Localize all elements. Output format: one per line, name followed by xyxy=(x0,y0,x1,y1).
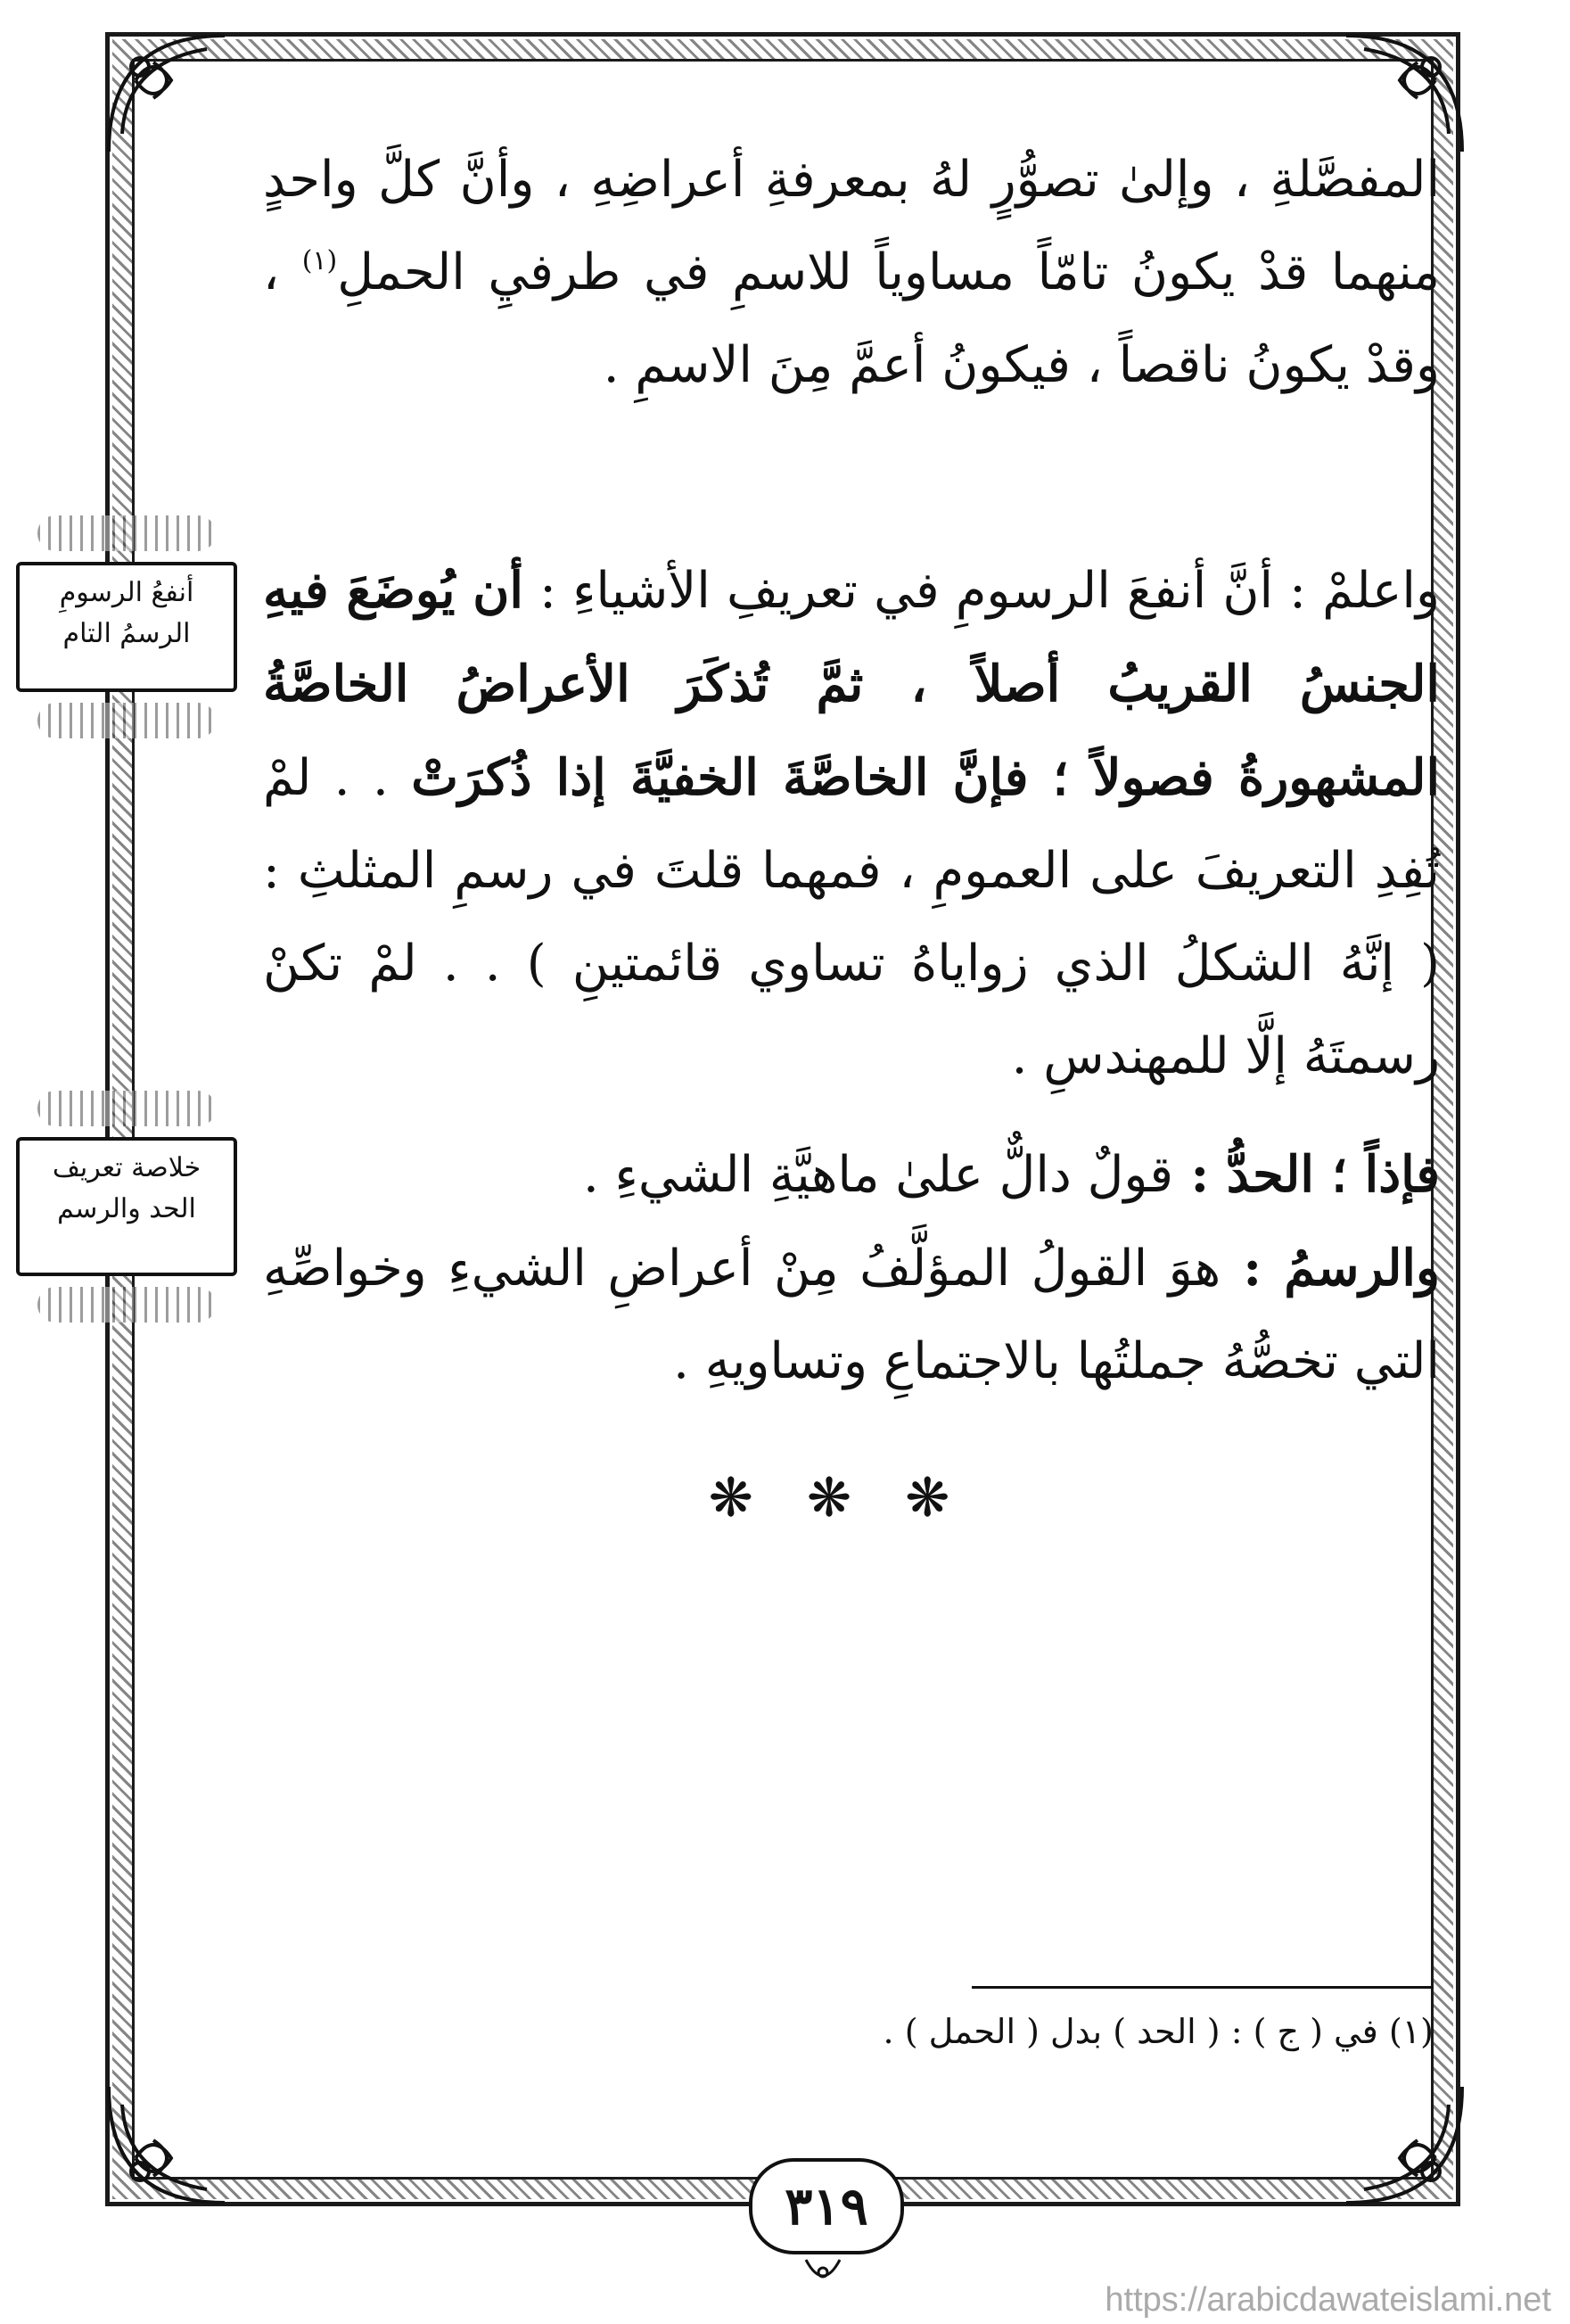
footnote-divider xyxy=(972,1986,1434,1989)
margin-note-2 xyxy=(16,1137,237,1276)
definition-hadd-term: فإذاً ؛ الحدُّ : xyxy=(1173,1145,1440,1204)
definition-rasm-text: هوَ القولُ المؤلَّفُ مِنْ أعراضِ الشيءِ وخواصِّهِ التي تخصُّهُ جملتُها بالاجتماعِ وتساويهِ . xyxy=(263,1240,1440,1390)
paragraph-2 xyxy=(263,544,1440,1103)
star-ornament-icon: ❋ xyxy=(806,1467,852,1529)
paragraph-1-text: المفصَّلةِ ، وإلىٰ تصوُّرٍ لهُ بمعرفةِ أعراضِهِ ، وأنَّ كلَّ واحدٍ منهما قدْ يكونُ تامّاً مساوياً للاسمِ في طرفيِ الحملِ xyxy=(263,151,1441,301)
definition-hadd xyxy=(263,1128,1440,1222)
watermark-url: https://arabicdawateislami.net xyxy=(1105,2281,1551,2319)
page-number-ornament-icon xyxy=(802,2256,843,2288)
definition-rasm-term: والرسمُ : xyxy=(1221,1239,1441,1298)
corner-ornament-icon xyxy=(100,2078,234,2212)
page-number: ٣١٩ xyxy=(749,2158,904,2254)
paragraph-2-rest: . . لمْ تُفِدِ التعريفَ على العمومِ ، فمهما قلتَ في رسمِ المثلثِ : ( إنَّهُ الشكلُ الذي زواياهُ تساوي قائمتينِ ) . . لمْ تكنْ رسمتَهُ إلَّا للمهندسِ . xyxy=(263,749,1440,1085)
paragraph-2-intro: واعلمْ : أنَّ أنفعَ الرسومِ في تعريفِ الأشياءِ : xyxy=(522,562,1440,620)
margin-note-1 xyxy=(16,562,237,692)
footnote: (١) في ( ج ) : ( الحد ) بدل ( الحمل ) . xyxy=(883,2012,1434,2051)
definition-hadd-text: قولٌ دالٌّ علىٰ ماهيَّةِ الشيءِ . xyxy=(582,1146,1174,1204)
paragraph-1 xyxy=(263,134,1440,412)
star-ornament-icon: ❋ xyxy=(708,1467,753,1529)
definition-rasm xyxy=(263,1222,1440,1408)
footnote-marker[interactable]: (١) xyxy=(301,245,338,276)
margin-note-1-text: أنفعُ الرسومِ الرسمُ التام xyxy=(59,577,194,649)
margin-note-2-text: خلاصة تعريف الحد والرسم xyxy=(52,1152,201,1224)
star-ornament-icon: ❋ xyxy=(905,1467,950,1529)
corner-ornament-icon xyxy=(1337,2078,1471,2212)
section-separator xyxy=(624,1463,1034,1534)
corner-ornament-icon xyxy=(100,27,234,161)
paragraph-2-bold: أن يُوضَعَ فيهِ الجنسُ القريبُ أصلاً ، ثمَّ تُذكَرَ الأعراضُ الخاصَّةُ المشهورةُ فصولاً ؛ فإنَّ الخاصَّةَ الخفيَّةَ إذا ذُكرَتْ xyxy=(263,561,1441,807)
paragraph-1-end: ، وقدْ يكونُ ناقصاً ، فيكونُ أعمَّ مِنَ الاسمِ . xyxy=(263,243,1440,394)
